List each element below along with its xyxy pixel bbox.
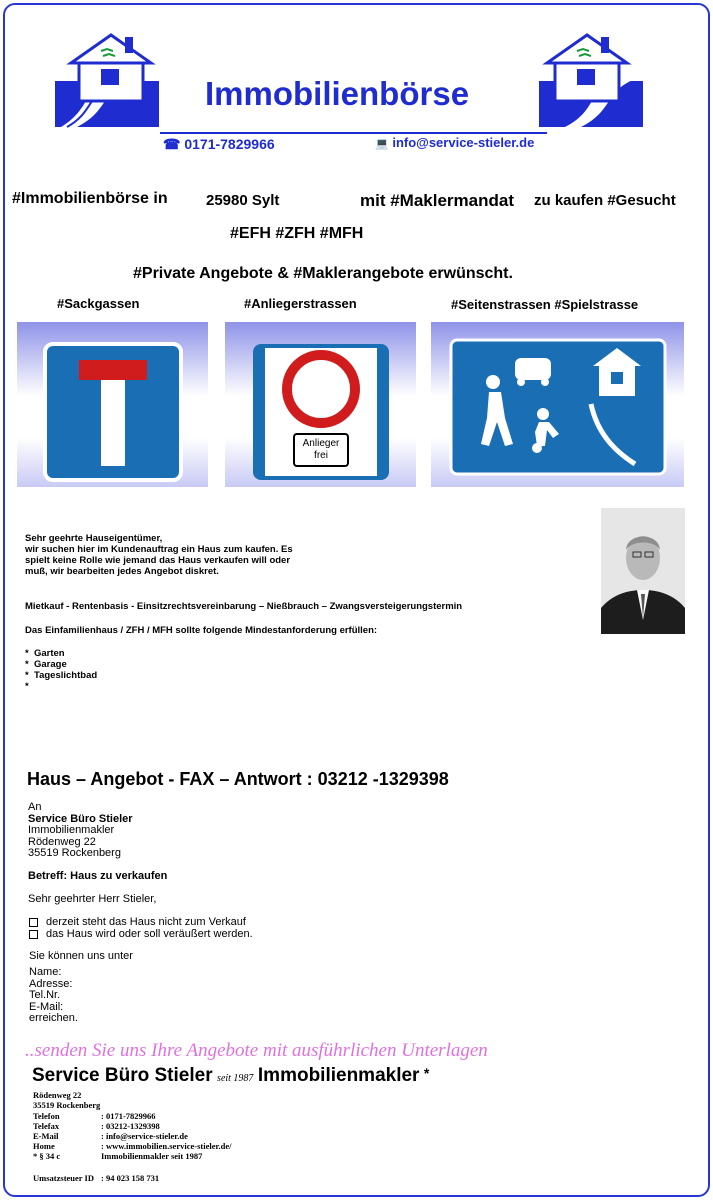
anlieger-sign-panel — [225, 322, 416, 487]
fax-contact-intro: Sie können uns unter — [29, 950, 133, 962]
phone-icon: ☎ — [163, 136, 181, 152]
portrait-photo — [601, 508, 685, 634]
headline-wanted: zu kaufen #Gesucht — [534, 192, 676, 209]
fax-subject: Betreff: Haus zu verkaufen — [28, 870, 168, 882]
list-item: * Garage — [25, 659, 67, 670]
table-row: Telefon : 0171-7829966 — [33, 1111, 156, 1121]
list-item: * Tageslichtbad — [25, 670, 98, 681]
footer-tax-id: Umsatzsteuer ID : 94 023 158 731 — [33, 1173, 160, 1183]
checkbox[interactable] — [29, 918, 38, 927]
sign-label-anliegerstrassen: #Anliegerstrassen — [244, 296, 357, 311]
list-item: * — [25, 681, 29, 692]
table-row: Home : www.immobilien.service-stieler.de/ — [33, 1141, 232, 1151]
dead-end-sign-panel — [17, 322, 208, 487]
checkbox[interactable] — [29, 930, 38, 939]
phone-field[interactable]: Tel.Nr. — [29, 989, 61, 1001]
requirements-list — [25, 648, 97, 692]
name-field[interactable]: Name: — [29, 966, 62, 978]
header-divider — [160, 132, 547, 134]
letter-options: Mietkauf - Rentenbasis - Einsitzrechtsvereinbarung – Nießbrauch – Zwangsversteigerungstermin — [25, 601, 463, 612]
play-street-sign-icon — [431, 322, 684, 487]
dead-end-sign-icon — [17, 322, 208, 487]
table-row: Telefax : 03212-1329398 — [33, 1121, 160, 1131]
no-entry-sign-icon — [225, 322, 416, 487]
fax-checkbox-1[interactable]: derzeit steht das Haus nicht zum Verkauf — [29, 917, 246, 929]
footer-contact-table — [33, 1111, 231, 1161]
letter-requirements: Das Einfamilienhaus / ZFH / MFH sollte folgende Mindestanforderung erfüllen: — [25, 625, 378, 636]
house-logo-right — [535, 29, 647, 131]
fax-checkbox-2[interactable]: das Haus wird oder soll veräußert werden. — [29, 929, 253, 941]
computer-icon: 💻 — [375, 138, 389, 150]
page-title: Immobilienbörse — [205, 75, 470, 112]
list-item: * Garten — [25, 648, 65, 659]
sign-label-sackgassen: #Sackgassen — [57, 296, 140, 311]
fax-contact-fields: Name: Adresse: Tel.Nr. E-Mail: erreichen. — [29, 966, 78, 1024]
header-email[interactable]: 💻 info@service-stieler.de — [375, 135, 535, 150]
letter-intro: Sehr geehrte Hauseigentümer, wir suchen hier im Kundenauftrag ein Haus zum kaufen. Es spielt keine Rolle wie jemand das Haus verkaufen will oder muß, wir bearbeiten jedes Angebot diskret. — [25, 533, 293, 577]
table-row: E-Mail : info@service-stieler.de — [33, 1131, 188, 1141]
headline-location: 25980 Sylt — [206, 192, 280, 209]
fax-address: An Service Büro Stieler Immobilienmakler Rödenweg 22 35519 Rockenberg — [28, 801, 133, 859]
table-row: * § 34 c Immobilienmakler seit 1987 — [33, 1151, 203, 1161]
fax-salutation: Sehr geehrter Herr Stieler, — [28, 893, 157, 905]
address-field[interactable]: Adresse: — [29, 977, 73, 990]
house-logo-left — [51, 29, 163, 131]
page-frame — [3, 3, 710, 1197]
anlieger-text: Anlieger frei — [302, 438, 340, 461]
sign-label-spielstrasse: #Seitenstrassen #Spielstrasse — [451, 297, 639, 312]
footer-slogan: ..senden Sie uns Ihre Angebote mit ausführlichen Unterlagen — [25, 1040, 488, 1061]
footer-company: Service Büro Stieler seit 1987 Immobilienmakler * — [32, 1065, 430, 1086]
headline-mandate: mit #Maklermandat — [360, 191, 514, 210]
headline-types: #EFH #ZFH #MFH — [230, 225, 364, 242]
email-field[interactable]: E-Mail: — [29, 1000, 64, 1013]
header-phone[interactable]: ☎ 0171-7829966 — [163, 136, 275, 152]
footer-address: Rödenweg 22 35519 Rockenberg — [33, 1090, 101, 1110]
play-street-sign-panel — [431, 322, 684, 487]
headline-offers: #Private Angebote & #Maklerangebote erwünscht. — [133, 265, 513, 282]
fax-headline: Haus – Angebot - FAX – Antwort : 03212 -1329398 — [27, 769, 449, 789]
headline-part1: #Immobilienbörse in — [12, 190, 168, 207]
